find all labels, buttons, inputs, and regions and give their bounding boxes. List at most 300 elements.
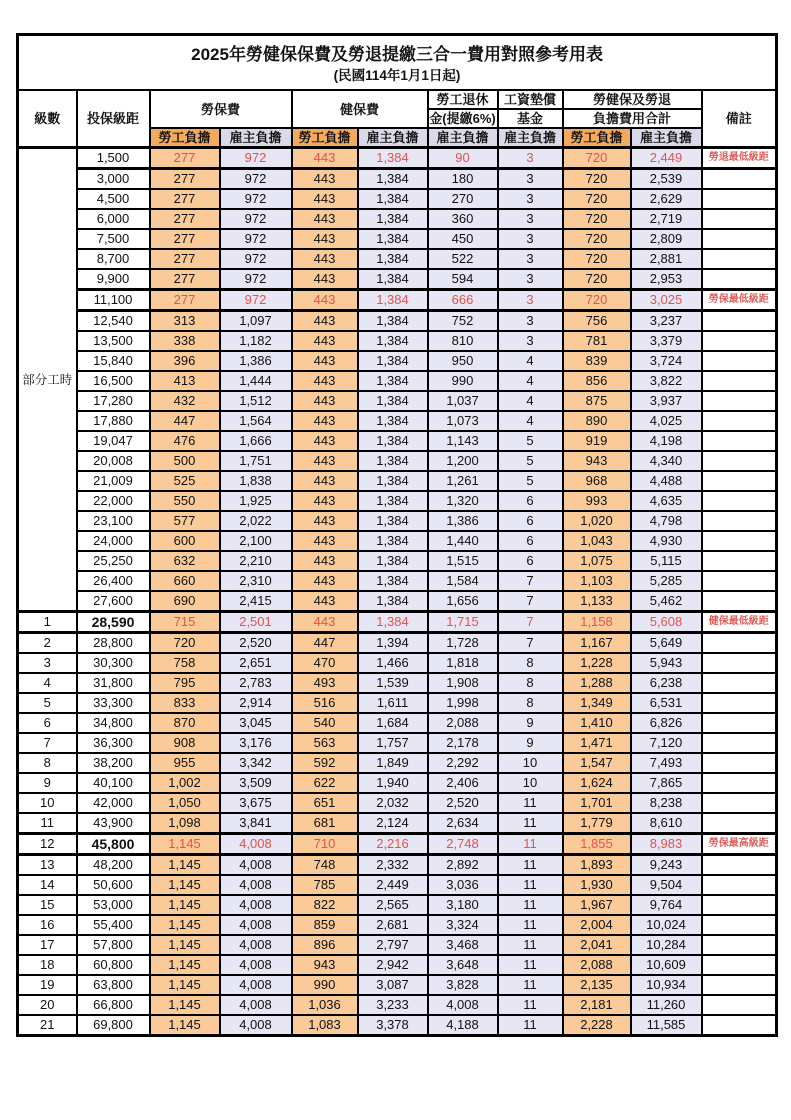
cell-bracket: 1,500 [77,148,150,169]
cell-total-employee: 756 [563,311,631,332]
cell-wage-fund-employer: 8 [498,653,563,673]
cell-bracket: 42,000 [77,793,150,813]
cell-health-ins-employer: 1,384 [358,551,428,571]
cell-note [702,451,777,471]
cell-total-employer: 4,798 [631,511,702,531]
cell-wage-fund-employer: 3 [498,189,563,209]
table-row [18,713,777,733]
cell-health-ins-employee: 563 [292,733,358,753]
cell-pension-employer: 450 [428,229,498,249]
table-row [18,975,777,995]
cell-note [702,935,777,955]
cell-pension-employer: 1,143 [428,431,498,451]
cell-bracket: 15,840 [77,351,150,371]
cell-total-employee: 720 [563,269,631,290]
cell-labor-ins-employer: 1,097 [220,311,292,332]
cell-total-employer: 2,629 [631,189,702,209]
cell-labor-ins-employee: 1,145 [150,855,220,876]
cell-bracket: 9,900 [77,269,150,290]
col-header-health-insurance: 健保費 [292,90,428,128]
cell-total-employer: 3,724 [631,351,702,371]
cell-pension-employer: 2,520 [428,793,498,813]
cell-health-ins-employee: 822 [292,895,358,915]
cell-pension-employer: 990 [428,371,498,391]
cell-wage-fund-employer: 10 [498,753,563,773]
cell-wage-fund-employer: 10 [498,773,563,793]
cell-pension-employer: 1,584 [428,571,498,591]
cell-pension-employer: 3,036 [428,875,498,895]
cell-health-ins-employer: 1,539 [358,673,428,693]
cell-pension-employer: 90 [428,148,498,169]
cell-total-employer: 5,285 [631,571,702,591]
cell-total-employer: 5,462 [631,591,702,612]
cell-total-employee: 1,020 [563,511,631,531]
cell-wage-fund-employer: 11 [498,875,563,895]
cell-labor-ins-employee: 1,145 [150,915,220,935]
cell-health-ins-employer: 2,032 [358,793,428,813]
table-row [18,773,777,793]
cell-level: 20 [18,995,77,1015]
cell-wage-fund-employer: 3 [498,331,563,351]
cell-labor-ins-employer: 4,008 [220,975,292,995]
cell-total-employee: 2,181 [563,995,631,1015]
col-header-wage-fund-line1: 工資墊償 [498,90,563,109]
cell-health-ins-employer: 2,449 [358,875,428,895]
cell-labor-ins-employee: 715 [150,612,220,633]
cell-note [702,693,777,713]
cell-total-employee: 1,893 [563,855,631,876]
cell-wage-fund-employer: 3 [498,229,563,249]
cell-total-employee: 781 [563,331,631,351]
cell-bracket: 38,200 [77,753,150,773]
cell-health-ins-employee: 651 [292,793,358,813]
cell-total-employee: 1,288 [563,673,631,693]
cell-pension-employer: 1,261 [428,471,498,491]
cell-health-ins-employer: 1,940 [358,773,428,793]
table-row [18,673,777,693]
cell-pension-employer: 1,998 [428,693,498,713]
cell-total-employee: 1,043 [563,531,631,551]
cell-labor-ins-employer: 3,176 [220,733,292,753]
cell-note [702,411,777,431]
cell-bracket: 7,500 [77,229,150,249]
cell-health-ins-employee: 443 [292,411,358,431]
subheader-wage-fund-employer: 雇主負擔 [498,128,563,148]
cell-wage-fund-employer: 7 [498,591,563,612]
cell-health-ins-employee: 447 [292,633,358,654]
cell-pension-employer: 1,818 [428,653,498,673]
cell-total-employee: 2,135 [563,975,631,995]
cell-health-ins-employer: 2,681 [358,915,428,935]
col-header-pension-line2: 金(提繳6%) [429,111,496,126]
cell-note [702,511,777,531]
cell-health-ins-employer: 1,384 [358,491,428,511]
cell-total-employer: 8,610 [631,813,702,834]
cell-labor-ins-employee: 833 [150,693,220,713]
cell-labor-ins-employer: 972 [220,269,292,290]
cell-labor-ins-employer: 4,008 [220,915,292,935]
cell-health-ins-employer: 1,384 [358,331,428,351]
cell-labor-ins-employer: 3,342 [220,753,292,773]
cell-health-ins-employer: 1,384 [358,189,428,209]
cell-labor-ins-employer: 2,783 [220,673,292,693]
cell-labor-ins-employer: 1,751 [220,451,292,471]
cell-total-employer: 5,943 [631,653,702,673]
col-header-labor-insurance: 勞保費 [150,90,292,128]
cell-total-employer: 10,609 [631,955,702,975]
cell-health-ins-employer: 1,684 [358,713,428,733]
cell-health-ins-employer: 1,466 [358,653,428,673]
cell-pension-employer: 1,515 [428,551,498,571]
cell-note [702,653,777,673]
cell-labor-ins-employee: 277 [150,249,220,269]
cell-health-ins-employer: 2,332 [358,855,428,876]
cell-labor-ins-employee: 577 [150,511,220,531]
cell-health-ins-employer: 1,394 [358,633,428,654]
premium-reference-table [16,33,778,1037]
cell-pension-employer: 180 [428,169,498,190]
cell-labor-ins-employee: 1,098 [150,813,220,834]
cell-bracket: 22,000 [77,491,150,511]
cell-wage-fund-employer: 3 [498,269,563,290]
table-row [18,209,777,229]
cell-total-employer: 6,826 [631,713,702,733]
cell-note [702,875,777,895]
cell-total-employer: 2,539 [631,169,702,190]
cell-note [702,551,777,571]
cell-pension-employer: 1,320 [428,491,498,511]
page-subtitle: (民國114年1月1日起) [333,67,461,83]
cell-labor-ins-employer: 1,838 [220,471,292,491]
cell-bracket: 8,700 [77,249,150,269]
cell-total-employer: 4,930 [631,531,702,551]
cell-health-ins-employer: 1,384 [358,311,428,332]
subheader-total-employee: 勞工負擔 [563,128,631,148]
cell-level: 8 [18,753,77,773]
cell-labor-ins-employee: 550 [150,491,220,511]
table-row [18,189,777,209]
cell-health-ins-employee: 990 [292,975,358,995]
cell-wage-fund-employer: 9 [498,733,563,753]
cell-total-employee: 1,855 [563,834,631,855]
cell-note [702,1015,777,1036]
table-row [18,653,777,673]
cell-labor-ins-employee: 720 [150,633,220,654]
cell-level: 19 [18,975,77,995]
cell-bracket: 17,280 [77,391,150,411]
cell-labor-ins-employer: 1,925 [220,491,292,511]
cell-wage-fund-employer: 11 [498,1015,563,1036]
cell-bracket: 3,000 [77,169,150,190]
cell-total-employer: 6,531 [631,693,702,713]
cell-total-employee: 2,041 [563,935,631,955]
cell-note [702,249,777,269]
cell-bracket: 6,000 [77,209,150,229]
cell-bracket: 30,300 [77,653,150,673]
cell-total-employer: 11,260 [631,995,702,1015]
cell-wage-fund-employer: 11 [498,793,563,813]
cell-health-ins-employer: 1,384 [358,169,428,190]
cell-total-employee: 1,547 [563,753,631,773]
subheader-labor-ins-employee: 勞工負擔 [150,128,220,148]
cell-bracket: 33,300 [77,693,150,713]
cell-level: 3 [18,653,77,673]
cell-total-employer: 2,953 [631,269,702,290]
cell-total-employee: 720 [563,290,631,311]
cell-note [702,955,777,975]
cell-health-ins-employer: 2,942 [358,955,428,975]
cell-labor-ins-employee: 432 [150,391,220,411]
cell-pension-employer: 594 [428,269,498,290]
cell-pension-employer: 270 [428,189,498,209]
cell-health-ins-employer: 2,124 [358,813,428,834]
cell-note: 勞退最低級距 [702,148,777,169]
cell-bracket: 25,250 [77,551,150,571]
part-time-section-label: 部分工時 [18,148,77,612]
cell-health-ins-employee: 540 [292,713,358,733]
cell-note [702,571,777,591]
cell-note [702,431,777,451]
cell-health-ins-employer: 1,384 [358,249,428,269]
table-row [18,229,777,249]
cell-labor-ins-employer: 3,045 [220,713,292,733]
cell-total-employer: 3,237 [631,311,702,332]
cell-note [702,793,777,813]
cell-health-ins-employer: 1,757 [358,733,428,753]
cell-total-employee: 1,349 [563,693,631,713]
cell-note [702,189,777,209]
cell-total-employer: 2,881 [631,249,702,269]
cell-pension-employer: 810 [428,331,498,351]
cell-pension-employer: 666 [428,290,498,311]
cell-note [702,855,777,876]
cell-labor-ins-employee: 632 [150,551,220,571]
cell-health-ins-employee: 493 [292,673,358,693]
cell-health-ins-employer: 1,384 [358,531,428,551]
cell-wage-fund-employer: 6 [498,491,563,511]
cell-health-ins-employer: 3,378 [358,1015,428,1036]
cell-wage-fund-employer: 11 [498,975,563,995]
cell-health-ins-employee: 443 [292,269,358,290]
cell-health-ins-employee: 896 [292,935,358,955]
cell-pension-employer: 2,748 [428,834,498,855]
table-row [18,471,777,491]
table-row [18,834,777,855]
cell-wage-fund-employer: 8 [498,693,563,713]
cell-level: 15 [18,895,77,915]
col-header-pension-line1: 勞工退休 [428,90,498,109]
cell-wage-fund-employer: 6 [498,511,563,531]
cell-bracket: 28,800 [77,633,150,654]
cell-total-employee: 856 [563,371,631,391]
cell-total-employer: 4,635 [631,491,702,511]
cell-wage-fund-employer: 3 [498,311,563,332]
cell-labor-ins-employer: 4,008 [220,834,292,855]
cell-total-employee: 720 [563,249,631,269]
cell-wage-fund-employer: 4 [498,351,563,371]
cell-bracket: 28,590 [77,612,150,633]
cell-health-ins-employer: 1,384 [358,411,428,431]
cell-note [702,753,777,773]
cell-total-employee: 2,228 [563,1015,631,1036]
table-row [18,451,777,471]
cell-total-employee: 875 [563,391,631,411]
cell-total-employer: 5,608 [631,612,702,633]
cell-health-ins-employee: 470 [292,653,358,673]
cell-labor-ins-employee: 277 [150,148,220,169]
col-header-level: 級數 [18,90,77,148]
cell-labor-ins-employer: 4,008 [220,875,292,895]
table-row [18,531,777,551]
cell-pension-employer: 2,088 [428,713,498,733]
cell-wage-fund-employer: 3 [498,148,563,169]
cell-note: 勞保最高級距 [702,834,777,855]
cell-level: 13 [18,855,77,876]
cell-health-ins-employer: 1,384 [358,229,428,249]
cell-bracket: 66,800 [77,995,150,1015]
cell-bracket: 13,500 [77,331,150,351]
cell-labor-ins-employee: 277 [150,229,220,249]
cell-health-ins-employer: 1,384 [358,471,428,491]
cell-labor-ins-employer: 972 [220,209,292,229]
cell-total-employer: 4,198 [631,431,702,451]
cell-total-employer: 4,025 [631,411,702,431]
cell-health-ins-employer: 3,087 [358,975,428,995]
cell-bracket: 31,800 [77,673,150,693]
cell-total-employee: 943 [563,451,631,471]
cell-total-employee: 720 [563,169,631,190]
cell-total-employer: 10,934 [631,975,702,995]
cell-health-ins-employee: 443 [292,571,358,591]
cell-note [702,311,777,332]
cell-labor-ins-employer: 2,914 [220,693,292,713]
cell-note [702,733,777,753]
table-row [18,612,777,633]
cell-pension-employer: 1,440 [428,531,498,551]
cell-wage-fund-employer: 4 [498,391,563,411]
table-row [18,571,777,591]
table-row [18,551,777,571]
cell-labor-ins-employer: 4,008 [220,855,292,876]
table-row [18,693,777,713]
cell-labor-ins-employee: 758 [150,653,220,673]
cell-labor-ins-employer: 972 [220,148,292,169]
cell-total-employer: 7,865 [631,773,702,793]
cell-health-ins-employer: 1,611 [358,693,428,713]
cell-level: 11 [18,813,77,834]
cell-total-employee: 1,471 [563,733,631,753]
cell-wage-fund-employer: 3 [498,209,563,229]
cell-pension-employer: 950 [428,351,498,371]
cell-labor-ins-employer: 3,675 [220,793,292,813]
cell-bracket: 36,300 [77,733,150,753]
cell-pension-employer: 4,008 [428,995,498,1015]
cell-total-employee: 720 [563,229,631,249]
cell-bracket: 34,800 [77,713,150,733]
cell-health-ins-employee: 622 [292,773,358,793]
cell-bracket: 27,600 [77,591,150,612]
cell-labor-ins-employee: 525 [150,471,220,491]
cell-labor-ins-employer: 972 [220,229,292,249]
cell-health-ins-employer: 1,384 [358,431,428,451]
cell-health-ins-employee: 443 [292,612,358,633]
cell-pension-employer: 3,324 [428,915,498,935]
cell-level: 17 [18,935,77,955]
table-row [18,875,777,895]
table-row [18,591,777,612]
cell-health-ins-employee: 943 [292,955,358,975]
cell-labor-ins-employee: 277 [150,290,220,311]
cell-pension-employer: 3,828 [428,975,498,995]
table-row [18,311,777,332]
cell-bracket: 21,009 [77,471,150,491]
title-row [18,35,777,91]
cell-health-ins-employer: 2,216 [358,834,428,855]
cell-bracket: 48,200 [77,855,150,876]
table-row [18,633,777,654]
cell-health-ins-employee: 443 [292,471,358,491]
cell-note [702,169,777,190]
cell-labor-ins-employer: 1,564 [220,411,292,431]
cell-bracket: 50,600 [77,875,150,895]
cell-note [702,331,777,351]
table-row [18,813,777,834]
cell-total-employee: 1,930 [563,875,631,895]
cell-total-employee: 890 [563,411,631,431]
col-header-total-line2: 負擔費用合計 [563,109,702,128]
cell-wage-fund-employer: 6 [498,531,563,551]
cell-total-employer: 10,024 [631,915,702,935]
table-row [18,935,777,955]
cell-health-ins-employee: 1,083 [292,1015,358,1036]
cell-health-ins-employee: 1,036 [292,995,358,1015]
cell-total-employee: 1,103 [563,571,631,591]
cell-labor-ins-employee: 1,145 [150,975,220,995]
table-row [18,331,777,351]
subheader-health-ins-employer: 雇主負擔 [358,128,428,148]
cell-health-ins-employer: 1,384 [358,612,428,633]
cell-labor-ins-employer: 1,444 [220,371,292,391]
cell-level: 21 [18,1015,77,1036]
cell-total-employer: 5,115 [631,551,702,571]
cell-bracket: 23,100 [77,511,150,531]
subheader-labor-ins-employer: 雇主負擔 [220,128,292,148]
cell-level: 5 [18,693,77,713]
cell-wage-fund-employer: 11 [498,813,563,834]
cell-pension-employer: 1,073 [428,411,498,431]
table-row [18,895,777,915]
table-row [18,169,777,190]
cell-labor-ins-employer: 4,008 [220,935,292,955]
cell-health-ins-employee: 443 [292,351,358,371]
cell-health-ins-employer: 2,797 [358,935,428,955]
cell-labor-ins-employee: 1,050 [150,793,220,813]
cell-labor-ins-employer: 4,008 [220,1015,292,1036]
cell-total-employee: 839 [563,351,631,371]
cell-health-ins-employee: 592 [292,753,358,773]
cell-health-ins-employer: 1,384 [358,290,428,311]
cell-note [702,713,777,733]
cell-labor-ins-employer: 4,008 [220,995,292,1015]
cell-health-ins-employee: 443 [292,531,358,551]
cell-pension-employer: 2,178 [428,733,498,753]
cell-total-employer: 3,822 [631,371,702,391]
table-row [18,915,777,935]
cell-wage-fund-employer: 11 [498,895,563,915]
cell-labor-ins-employee: 277 [150,169,220,190]
cell-total-employer: 11,585 [631,1015,702,1036]
cell-total-employee: 968 [563,471,631,491]
